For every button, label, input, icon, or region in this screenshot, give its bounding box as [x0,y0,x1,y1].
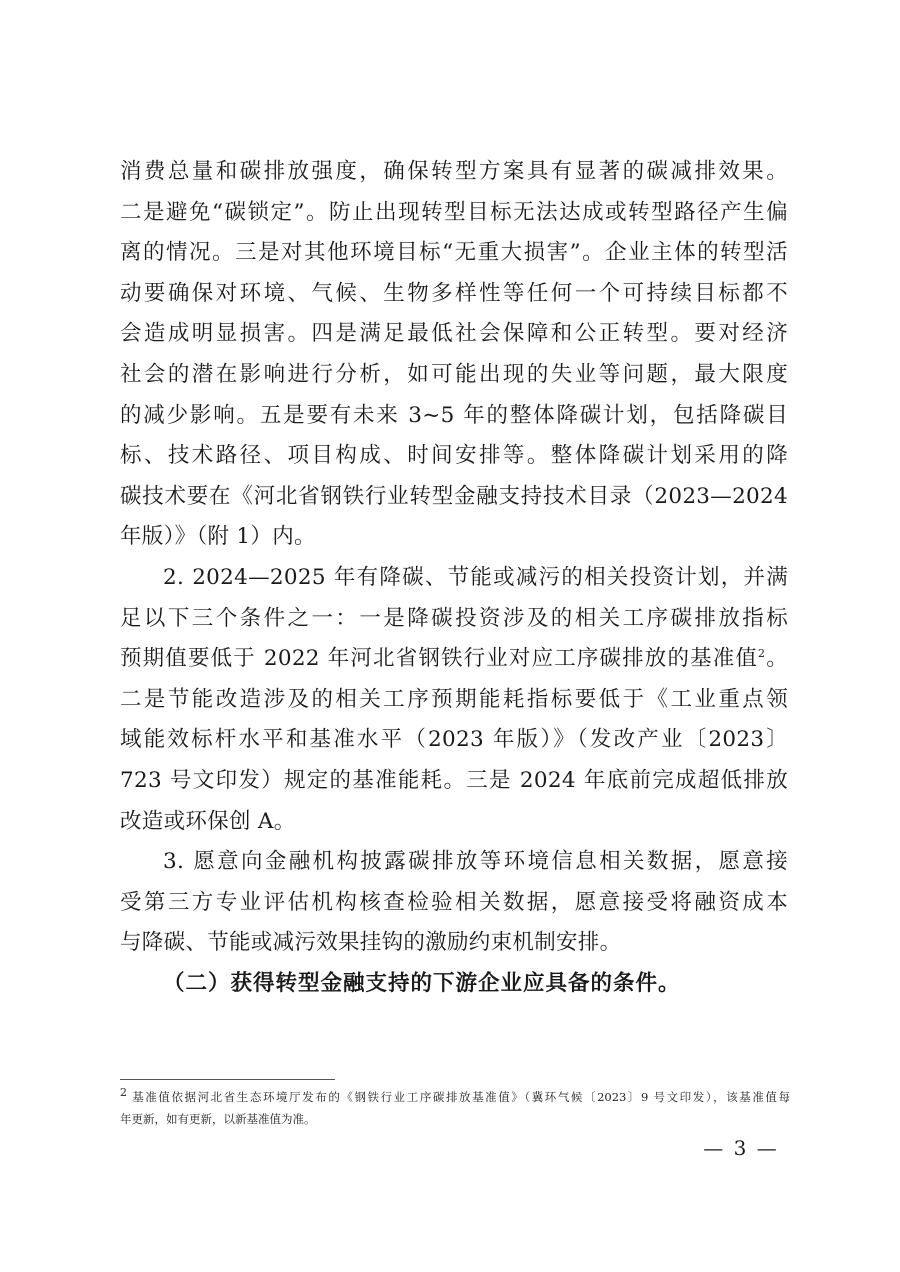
footnote-reference: 2 [758,646,766,660]
footnote-divider [120,1079,335,1080]
paragraph-disclosure [120,842,788,964]
document-body [120,152,788,1004]
text-line: 723 号文印发）规定的基准能耗。三是 2024 年底前完成超低排放 [120,767,788,793]
text-line: 消费总量和碳排放强度，确保转型方案具有显著的碳减排效果。 [120,159,788,184]
text-segment: 。 [765,646,788,672]
paragraph-criteria-continued [120,152,788,558]
page-number: — 3 — [703,1136,779,1160]
text-line: 动要确保对环境、气候、生物多样性等任何一个可持续目标都不 [120,280,788,306]
text-line: 二是避免“碳锁定”。防止出现转型目标无法达成或转型路径产生偏 [120,199,788,225]
text-line: 年版）》（附 1）内。 [120,524,316,550]
text-line-with-footnote [120,639,788,680]
text-line: 3. 愿意向金融机构披露碳排放等环境信息相关数据，愿意接 [163,849,788,875]
text-line: 域能效标杆水平和基准水平（2023 年版）》（发改产业〔2023〕 [120,727,788,753]
text-segment: 预期值要低于 2022 年河北省钢铁行业对应工序碳排放的基准值 [120,646,759,672]
text-line: 与降碳、节能或减污效果挂钩的激励约束机制安排。 [120,930,622,956]
text-line: 社会的潜在影响进行分析，如可能出现的失业等问题，最大限度 [120,361,788,387]
footnote-marker: 2 [120,1086,127,1100]
text-line: 会造成明显损害。四是满足最低社会保障和公正转型。要对经济 [120,321,788,347]
text-line: 的减少影响。五是要有未来 3~5 年的整体降碳计划，包括降碳目 [120,402,788,428]
text-line: 离的情况。三是对其他环境目标“无重大损害”。企业主体的转型活 [120,240,788,266]
text-line: 二是节能改造涉及的相关工序预期能耗指标要低于《工业重点领 [120,686,788,712]
text-line: 2. 2024—2025 年有降碳、节能或减污的相关投资计划，并满 [163,564,788,590]
footnote-text: 基准值依据河北省生态环境厅发布的《钢铁行业工序碳排放基准值》（冀环气候〔2023〕9 号文印发），该基准值每 [132,1090,791,1104]
text-line: 足以下三个条件之一：一是降碳投资涉及的相关工序碳排放指标 [120,605,788,631]
paragraph-investment-plan [120,558,788,842]
text-line: 碳技术要在《河北省钢铁行业转型金融支持技术目录（2023—2024 [120,483,788,509]
text-line: 标、技术路径、项目构成、时间安排等。整体降碳计划采用的降 [120,443,788,469]
footnote-line: 年更新，如有更新，以新基准值为准。 [120,1112,316,1126]
text-line: 改造或环保创 A。 [120,808,296,834]
footnote-line [120,1086,790,1108]
text-line: 受第三方专业评估机构核查检验相关数据，愿意接受将融资成本 [120,889,788,915]
footnote [120,1086,790,1130]
section-heading: （二）获得转型金融支持的下游企业应具备的条件。 [163,970,681,996]
